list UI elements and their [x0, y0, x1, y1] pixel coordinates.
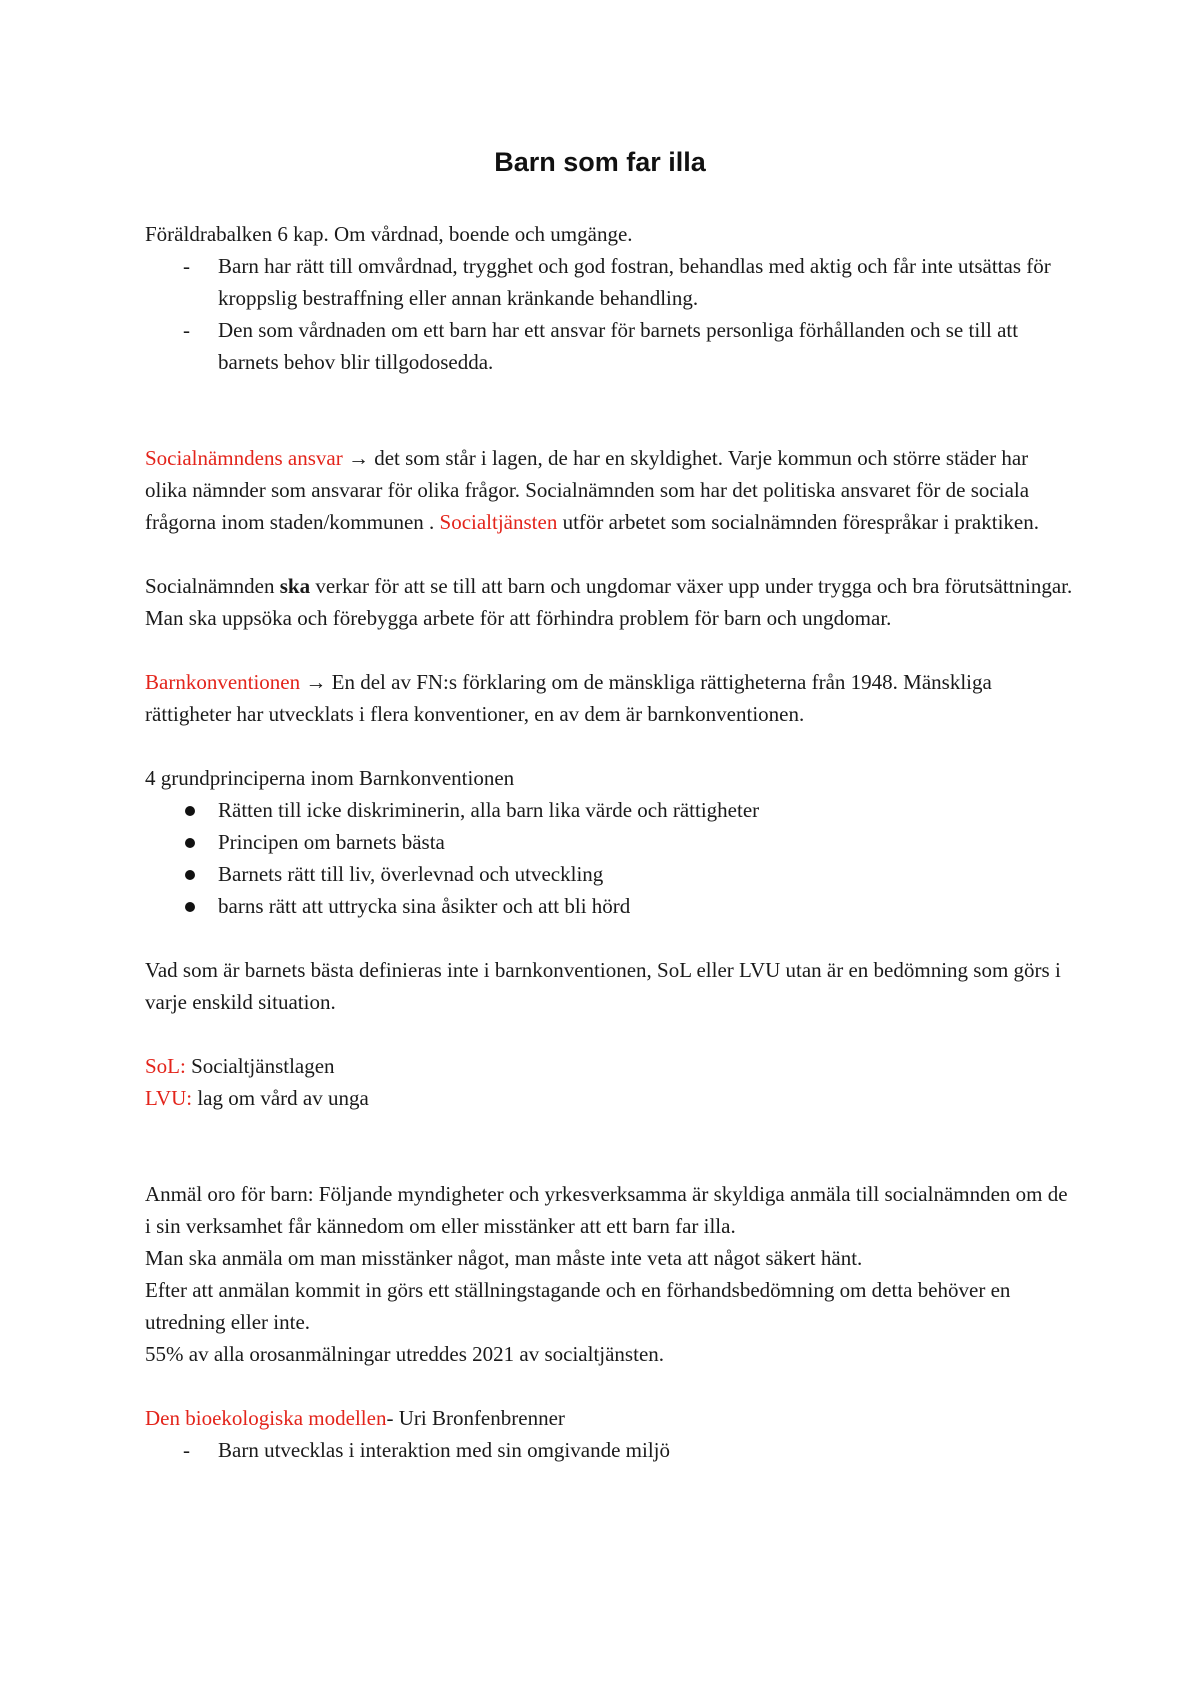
barnkonv-term: Barnkonventionen: [145, 670, 301, 694]
lvu-line: [145, 1082, 1075, 1114]
list-item: [145, 858, 1075, 890]
bio-text: - Uri Bronfenbrenner: [386, 1406, 565, 1430]
bio-paragraph: [145, 1402, 1075, 1434]
anmal-paragraph-1: Anmäl oro för barn: Följande myndigheter och yrkesverksamma är skyldiga anmäla till socialnämnden om de i sin verksamhet får kännedom om eller misstänker att ett barn far illa.: [145, 1182, 1068, 1238]
list-item: [145, 890, 1075, 922]
foralder-list: [145, 250, 1075, 378]
list-item-text: barns rätt att uttrycka sina åsikter och att bli hörd: [218, 894, 631, 918]
document-body: [145, 218, 1075, 1466]
lvu-term: LVU:: [145, 1086, 193, 1110]
barnkonv-text: → En del av FN:s förklaring om de mänskliga rättigheterna från 1948. Mänskliga rättigheter har utvecklats i flera konventioner, en av dem är barnkonventionen.: [145, 670, 992, 726]
bio-list: [145, 1434, 1075, 1466]
bio-term: Den bioekologiska modellen: [145, 1406, 387, 1430]
list-item: [145, 826, 1075, 858]
principles-list: [145, 794, 1075, 922]
principles-heading: 4 grundprinciperna inom Barnkonventionen: [145, 766, 515, 790]
dash-bullet-icon: -: [183, 318, 190, 342]
basta-paragraph: Vad som är barnets bästa definieras inte i barnkonventionen, SoL eller LVU utan är en bedömning som görs i varje enskild situation.: [145, 958, 1061, 1014]
dash-bullet-icon: -: [183, 1438, 190, 1462]
anmal-paragraph-4: 55% av alla orosanmälningar utreddes 2021 av socialtjänsten.: [145, 1342, 665, 1366]
bullet-dot-icon: [185, 902, 195, 912]
ska-bold: ska: [279, 574, 311, 598]
ska-paragraph: [145, 570, 1075, 634]
list-item-text: Rätten till icke diskriminerin, alla barn lika värde och rättigheter: [218, 798, 760, 822]
barnkonv-paragraph: [145, 666, 1075, 730]
sol-line: [145, 1050, 1075, 1082]
socialnamnd-term: Socialnämndens ansvar: [145, 446, 343, 470]
list-item: [145, 314, 1075, 378]
socialtjansten-term: Socialtjänsten: [439, 510, 558, 534]
bullet-dot-icon: [185, 838, 195, 848]
anmal-paragraph-3: Efter att anmälan kommit in görs ett ställningstagande och en förhandsbedömning om detta behöver en utredning eller inte.: [145, 1278, 1011, 1334]
socialnamnd-text2: utför arbetet som socialnämnden förespråkar i praktiken.: [557, 510, 1039, 534]
ska-before: Socialnämnden: [145, 574, 280, 598]
anmal-paragraph-2: Man ska anmäla om man misstänker något, man måste inte veta att något säkert hänt.: [145, 1246, 863, 1270]
page-title: Barn som far illa: [494, 147, 706, 177]
list-item-text: Barn har rätt till omvårdnad, trygghet och god fostran, behandlas med aktig och får inte utsättas för kroppslig bestraffning eller annan kränkande behandling.: [218, 254, 1051, 310]
ska-after: verkar för att se till att barn och ungdomar växer upp under trygga och bra förutsättningar. Man ska uppsöka och förebygga arbete för att förhindra problem för barn och ungdomar.: [145, 574, 1073, 630]
list-item-text: Principen om barnets bästa: [218, 830, 445, 854]
list-item: [145, 1434, 1075, 1466]
socialnamnd-text1: → det som står i lagen, de har en skyldighet. Varje kommun och större städer har olika nämnder som ansvarar för olika frågor. Socialnämnden som har det politiska ansvaret för de sociala frågorna inom staden/kommunen .: [145, 446, 1030, 534]
sol-text: Socialtjänstlagen: [185, 1054, 335, 1078]
dash-bullet-icon: -: [183, 254, 190, 278]
list-item: [145, 250, 1075, 314]
lvu-text: lag om vård av unga: [192, 1086, 369, 1110]
bullet-dot-icon: [185, 806, 195, 816]
list-item: [145, 794, 1075, 826]
list-item-text: Barnets rätt till liv, överlevnad och utveckling: [218, 862, 604, 886]
foralder-heading: Föräldrabalken 6 kap. Om vårdnad, boende och umgänge.: [145, 222, 633, 246]
bullet-dot-icon: [185, 870, 195, 880]
sol-term: SoL:: [145, 1054, 186, 1078]
socialnamnd-paragraph: [145, 442, 1075, 538]
list-item-text: Barn utvecklas i interaktion med sin omgivande miljö: [218, 1438, 670, 1462]
list-item-text: Den som vårdnaden om ett barn har ett ansvar för barnets personliga förhållanden och se till att barnets behov blir tillgodosedda.: [218, 318, 1019, 374]
